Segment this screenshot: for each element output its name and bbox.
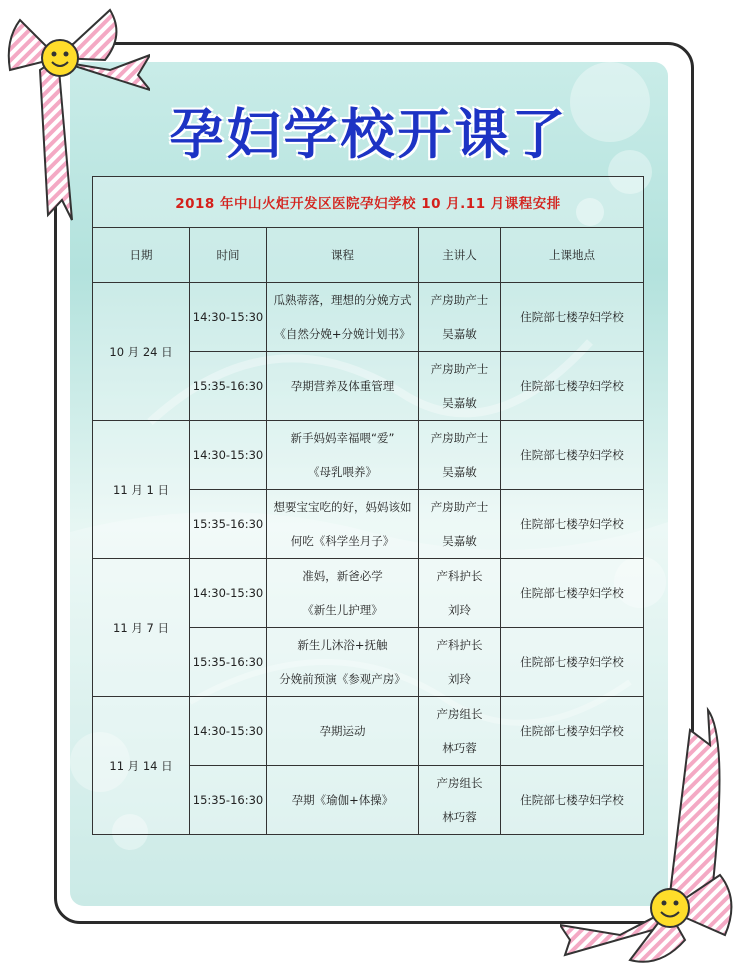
- time-cell: 14:30-15:30: [190, 697, 267, 766]
- location-cell: 住院部七楼孕妇学校: [501, 421, 644, 490]
- location-cell: 住院部七楼孕妇学校: [501, 283, 644, 352]
- course-cell: [267, 283, 419, 352]
- speaker-title: 产房助产士: [430, 431, 489, 445]
- location-cell: 住院部七楼孕妇学校: [501, 559, 644, 628]
- header-location: 上课地点: [501, 228, 644, 283]
- speaker-title: 产科护长: [436, 569, 483, 583]
- speaker-cell: [419, 421, 501, 490]
- time-cell: 14:30-15:30: [190, 421, 267, 490]
- time-cell: 15:35-16:30: [190, 628, 267, 697]
- time-cell: 15:35-16:30: [190, 490, 267, 559]
- course-line: 何吃《科学坐月子》: [290, 534, 395, 548]
- course-line: 新手妈妈幸福喂“爱”: [290, 431, 395, 445]
- speaker-title: 产房助产士: [430, 500, 489, 514]
- speaker-title: 产房助产士: [430, 362, 489, 376]
- time-cell: 14:30-15:30: [190, 283, 267, 352]
- course-cell: [267, 421, 419, 490]
- course-line: 分娩前预演《参观产房》: [279, 672, 406, 686]
- course-line: 《母乳喂养》: [308, 465, 377, 479]
- location-cell: 住院部七楼孕妇学校: [501, 352, 644, 421]
- pink-ribbon-bow-icon: [0, 0, 150, 240]
- speaker-name: 吴嘉敏: [442, 327, 477, 341]
- date-cell: 11 月 7 日: [93, 559, 190, 697]
- poster-headline: 孕妇学校开课了: [169, 103, 569, 166]
- table-title: 2018 年中山火炬开发区医院孕妇学校 10 月.11 月课程安排: [93, 177, 644, 228]
- course-line: 准妈，新爸必学: [302, 569, 383, 583]
- speaker-name: 林巧蓉: [442, 741, 477, 755]
- course-line: 《自然分娩+分娩计划书》: [274, 327, 411, 341]
- course-cell: [267, 766, 419, 835]
- speaker-cell: [419, 559, 501, 628]
- speaker-title: 产科护长: [436, 638, 483, 652]
- speaker-name: 吴嘉敏: [442, 465, 477, 479]
- smiley-face-icon: [651, 889, 689, 927]
- speaker-title: 产房组长: [436, 707, 483, 721]
- course-line: 新生儿沐浴+抚触: [297, 638, 388, 652]
- course-line: 孕期运动: [319, 724, 366, 738]
- course-line: 孕期营养及体重管理: [290, 379, 395, 393]
- time-cell: 15:35-16:30: [190, 352, 267, 421]
- speaker-cell: [419, 283, 501, 352]
- course-cell: [267, 559, 419, 628]
- speaker-cell: [419, 766, 501, 835]
- header-time: 时间: [190, 228, 267, 283]
- location-cell: 住院部七楼孕妇学校: [501, 490, 644, 559]
- header-course: 课程: [267, 228, 419, 283]
- speaker-title: 产房组长: [436, 776, 483, 790]
- table-header-row: [93, 228, 644, 283]
- speaker-name: 刘玲: [448, 672, 471, 686]
- course-line: 瓜熟蒂落，理想的分娩方式: [273, 293, 412, 307]
- course-line: 想要宝宝吃的好，妈妈该如: [273, 500, 412, 514]
- speaker-cell: [419, 352, 501, 421]
- speaker-name: 吴嘉敏: [442, 534, 477, 548]
- speaker-cell: [419, 697, 501, 766]
- course-cell: [267, 697, 419, 766]
- course-cell: [267, 628, 419, 697]
- time-cell: 15:35-16:30: [190, 766, 267, 835]
- date-cell: 11 月 14 日: [93, 697, 190, 835]
- pink-ribbon-bow-icon: [560, 700, 750, 969]
- course-cell: [267, 490, 419, 559]
- course-line: 《新生儿护理》: [302, 603, 383, 617]
- course-line: 孕期《瑜伽+体操》: [291, 793, 394, 807]
- table-row: [93, 421, 644, 490]
- header-speaker: 主讲人: [419, 228, 501, 283]
- header-date: 日期: [93, 228, 190, 283]
- smiley-face-icon: [42, 40, 78, 76]
- speaker-name: 刘玲: [448, 603, 471, 617]
- table-row: [93, 283, 644, 352]
- speaker-title: 产房助产士: [430, 293, 489, 307]
- table-row: [93, 559, 644, 628]
- date-cell: 10 月 24 日: [93, 283, 190, 421]
- location-cell: 住院部七楼孕妇学校: [501, 766, 644, 835]
- location-cell: 住院部七楼孕妇学校: [501, 628, 644, 697]
- speaker-cell: [419, 490, 501, 559]
- table-title-row: [93, 177, 644, 228]
- speaker-cell: [419, 628, 501, 697]
- location-cell: 住院部七楼孕妇学校: [501, 697, 644, 766]
- speaker-name: 林巧蓉: [442, 810, 477, 824]
- time-cell: 14:30-15:30: [190, 559, 267, 628]
- course-cell: [267, 352, 419, 421]
- date-cell: 11 月 1 日: [93, 421, 190, 559]
- speaker-name: 吴嘉敏: [442, 396, 477, 410]
